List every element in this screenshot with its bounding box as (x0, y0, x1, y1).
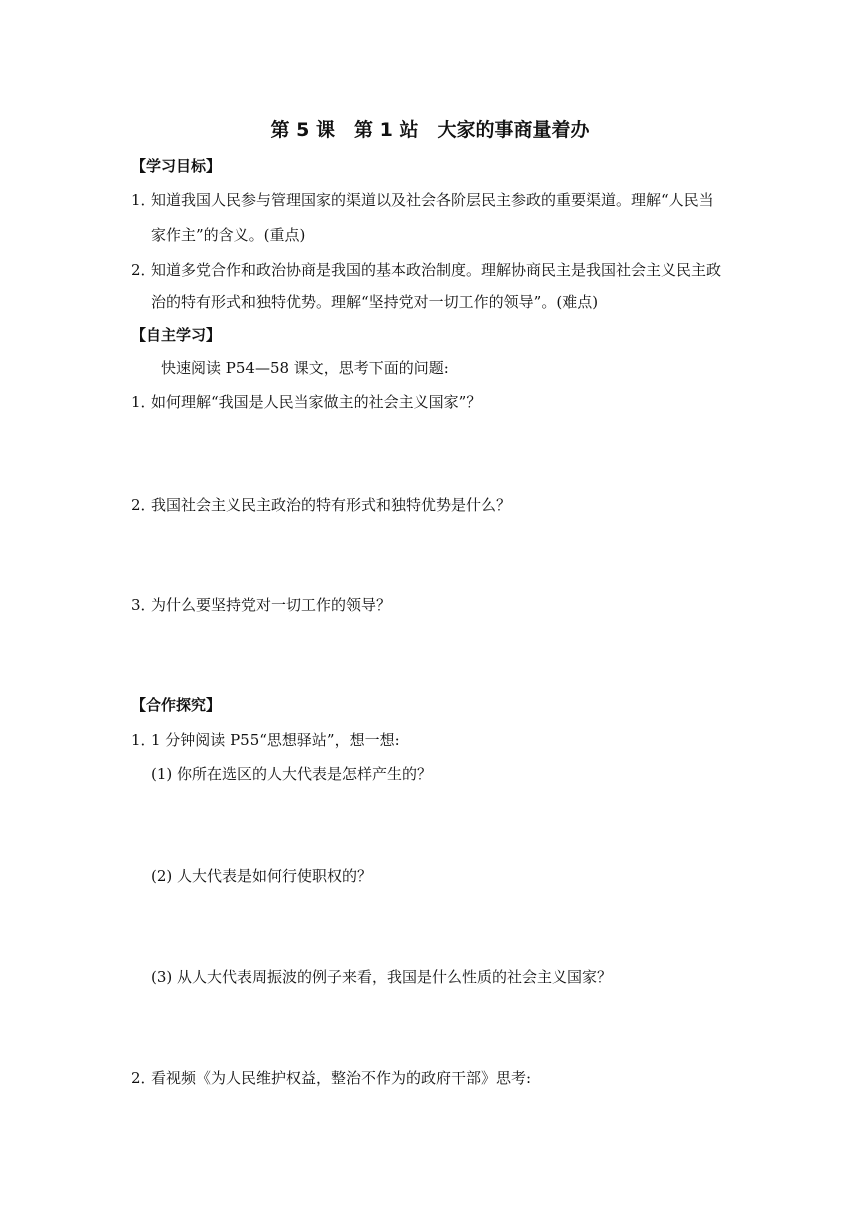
objective-item-1-continuation: 家作主”的含义。(重点) (151, 226, 306, 244)
cooperation-question-1 (131, 730, 400, 750)
objective-item-2-continuation: 治的特有形式和独特优势。理解“坚持党对一切工作的领导”。(难点) (151, 293, 599, 311)
objective-number: 1． (131, 191, 156, 209)
question-text: 如何理解“我国是人民当家做主的社会主义国家”？ (151, 393, 482, 411)
page-title: 第 5 课 第 1 站 大家的事商量着办 (270, 119, 590, 141)
objective-number: 2． (131, 261, 156, 279)
section-heading-self-study: 【自主学习】 (131, 326, 222, 344)
question-text: 1 分钟阅读 P55“思想驿站”，想一想: (151, 731, 400, 749)
objective-item-1 (131, 190, 714, 210)
sub-question-2: (2) 人大代表是如何行使职权的？ (151, 867, 373, 885)
sub-question-1: (1) 你所在选区的人大代表是怎样产生的？ (151, 765, 433, 783)
objective-text: 知道多党合作和政治协商是我国的基本政治制度。理解协商民主是我国社会主义民主政 (151, 261, 722, 279)
question-text: 看视频《为人民维护权益，整治不作为的政府干部》思考: (151, 1069, 532, 1087)
cooperation-question-2 (131, 1068, 531, 1088)
objective-item-2 (131, 260, 721, 280)
self-study-question-1 (131, 392, 481, 412)
sub-question-3: (3) 从人大代表周振波的例子来看，我国是什么性质的社会主义国家？ (151, 968, 613, 986)
question-text: 为什么要坚持党对一切工作的领导？ (151, 596, 392, 614)
self-study-question-3 (131, 595, 391, 615)
question-number: 1． (131, 731, 156, 749)
question-number: 2． (131, 496, 156, 514)
question-text: 我国社会主义民主政治的特有形式和独特优势是什么？ (151, 496, 512, 514)
self-study-question-2 (131, 495, 511, 515)
objective-text: 知道我国人民参与管理国家的渠道以及社会各阶层民主参政的重要渠道。理解“人民当 (151, 191, 714, 209)
question-number: 3． (131, 596, 156, 614)
self-study-intro: 快速阅读 P54—58 课文，思考下面的问题: (161, 359, 449, 377)
section-heading-objectives: 【学习目标】 (131, 157, 222, 175)
question-number: 2． (131, 1069, 156, 1087)
question-number: 1． (131, 393, 156, 411)
section-heading-cooperation: 【合作探究】 (131, 696, 222, 714)
